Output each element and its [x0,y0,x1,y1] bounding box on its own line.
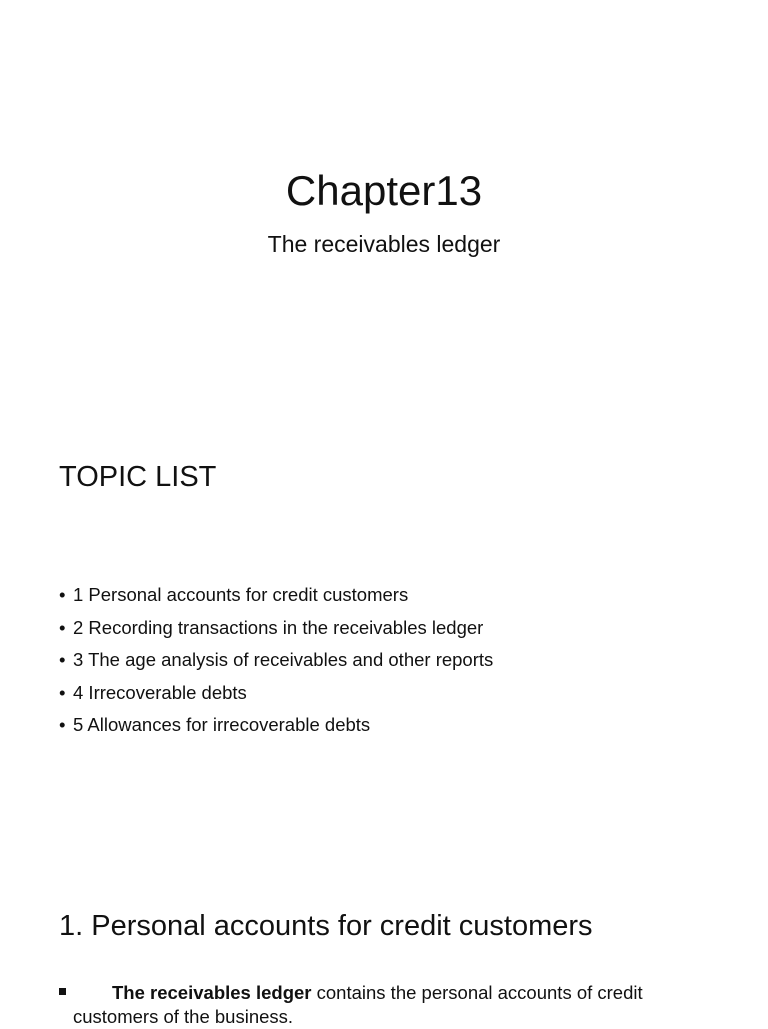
square-bullet-icon [59,988,66,995]
paragraph-text: contains the personal accounts of credit [311,982,643,1003]
section-paragraph [59,981,719,1029]
bullet-icon: • [59,681,66,703]
topic-list-item-text: 3 The age analysis of receivables and other reports [73,649,494,670]
topic-list [59,579,493,742]
paragraph-text-continued: customers of the business. [73,1006,294,1027]
topic-list-item-text: 2 Recording transactions in the receivables ledger [73,616,484,638]
chapter-subtitle: The receivables ledger [267,231,501,257]
bullet-icon: • [59,584,66,605]
topic-list-item [59,579,493,612]
bold-term: The receivables ledger [112,982,312,1003]
section-heading: 1. Personal accounts for credit customers [59,910,593,942]
topic-list-slide [0,384,768,834]
topic-list-item-text: 1 Personal accounts for credit customers [73,584,409,605]
bullet-icon: • [59,714,66,735]
section-slide [0,834,768,1027]
chapter-title: Chapter13 [285,167,483,214]
bullet-icon: • [59,649,66,670]
bullet-icon: • [59,616,66,638]
topic-list-item [59,677,493,710]
topic-list-item-text: 5 Allowances for irrecoverable debts [73,714,371,735]
title-slide [0,0,768,384]
topic-list-item [59,709,493,742]
topic-list-item [59,644,493,677]
topic-list-item-text: 4 Irrecoverable debts [73,681,247,703]
topic-list-item [59,612,493,645]
topic-list-heading: TOPIC LIST [59,461,217,493]
